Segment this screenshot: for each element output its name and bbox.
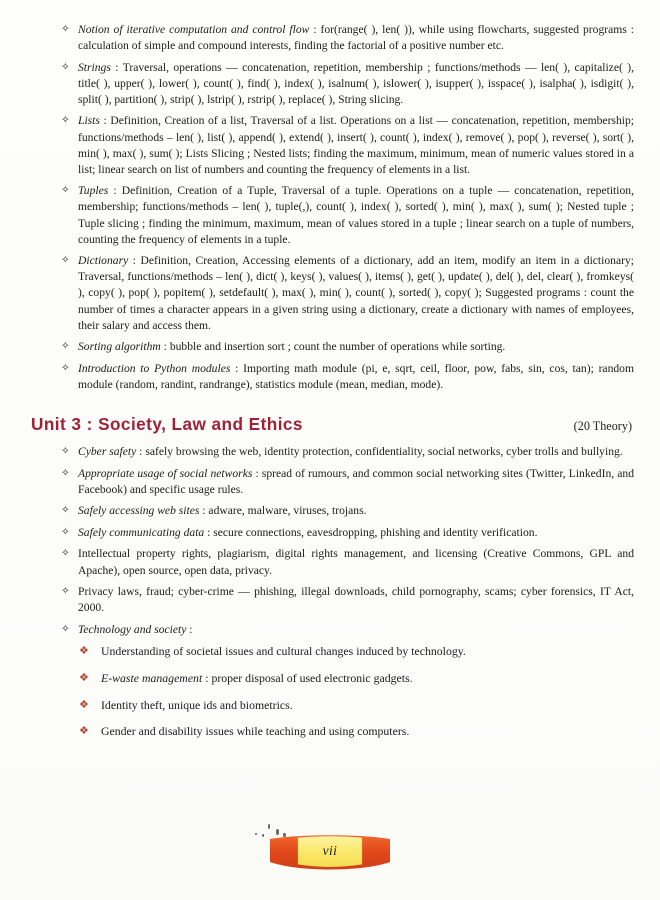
topic-term: Sorting algorithm	[78, 340, 161, 354]
topic-term: Lists	[78, 114, 100, 128]
list-item	[0, 113, 646, 177]
topic-body: Definition, Creation of a list, Traversal of a list. Operations on a list — concatenation, repetition, membership; functions/methods – len( ), list( ), append( ), extend( ), insert( ), count( ), index( ), remove( ), pop( ), reverse( ), sort( ), min( ), max( ), sum( ); Lists Slicing ; Nested lists; finding the maximum, minimum, mean of numeric values stored in a list; linear search on list of numbers and counting the frequency of elements in a list.	[78, 114, 634, 176]
topic-body: Intellectual property rights, plagiarism, digital rights management, and licensing (Creative Commons, GPL and Apache), open source, open data, privacy.	[78, 547, 634, 577]
topic-body: spread of rumours, and common social networking sites (Twitter, LinkedIn, and Facebook) and specific usage rules.	[78, 466, 634, 496]
list-item	[0, 60, 646, 108]
diamond-bullet-icon: ✧	[61, 255, 70, 267]
topic-body: Privacy laws, fraud; cyber-crime — phishing, illegal downloads, child pornography, scams; cyber forensics, IT Act, 2000.	[78, 585, 634, 615]
topic-term: Appropriate usage of social networks	[78, 466, 253, 480]
list-item	[0, 584, 646, 616]
diamond-bullet-icon: ✧	[61, 341, 70, 353]
topic-term: Technology and society	[78, 622, 187, 636]
list-item	[78, 644, 634, 660]
unit3-heading-row	[0, 414, 646, 435]
topic-term: Notion of iterative computation and control flow	[78, 23, 310, 36]
list-item	[0, 466, 646, 498]
subtopic-body: Identity theft, unique ids and biometrics.	[101, 697, 293, 712]
topic-separator: :	[199, 504, 209, 518]
topic-separator: :	[160, 340, 170, 354]
diamond-bullet-icon: ✧	[61, 185, 70, 197]
page-number-banner	[268, 834, 392, 872]
unit3-topic-list	[0, 444, 646, 740]
topic-body: bubble and insertion sort ; count the number of operations while sorting.	[169, 340, 506, 354]
topic-body: Definition, Creation, Accessing elements of a dictionary, add an item, modify an item in a dictionary; Traversal, functions/methods – len( ), dict( ), keys( ), values( ), items( ), get( ), update( ), del( ), del, clear( ), fromkeys( ), copy( ), pop( ), popitem( ), setdefault( ), max( ), min( ), count( ), sorted( ), copy( ); Suggested programs : count the number of times a character appears in a given string using a dictionary, create a dictionary with names of employees, their salary and access them.	[78, 254, 634, 332]
diamond-bullet-icon: ✧	[61, 61, 70, 73]
topic-body: adware, malware, viruses, trojans.	[208, 504, 367, 518]
topic-body: Traversal, operations — concatenation, repetition, membership ; functions/methods — len( ), capitalize( ), title( ), upper( ), lower( ), count( ), find( ), index( ), isalnum( ), islower( ), isupper( ), isspace( ), isalpha( ), isdigit( ), split( ), partition( ), strip( ), lstrip( ), rstrip( ), replace( ), String slicing.	[78, 60, 634, 106]
list-item	[78, 671, 634, 687]
diamond-bullet-icon: ✧	[61, 505, 70, 517]
topic-body: Importing math module (pi, e, sqrt, ceil, floor, pow, fabs, sin, cos, tan); random module (random, randint, randrange), statistics module (mean, median, mode).	[78, 361, 634, 391]
topic-separator: :	[108, 184, 122, 198]
topic-term: Strings	[78, 60, 111, 74]
technology-and-society-sublist	[78, 644, 634, 740]
topic-body: Definition, Creation of a Tuple, Traversal of a tuple. Operations on a tuple — concatenation, repetition, membership; functions/methods – len( ), tuple(,), count( ), index( ), sorted( ), min( ), max( ), sum( ); Nested tuple ; Tuple slicing ; finding the minimum, maximum, mean of values stored in a tuple ; linear search on a tuple of numbers, counting the frequency of elements in a tuple.	[78, 184, 634, 246]
list-item	[0, 546, 646, 578]
list-item	[0, 22, 646, 54]
diamond-bullet-icon: ✧	[61, 548, 70, 560]
list-item	[78, 724, 634, 740]
subtopic-body: Gender and disability issues while teaching and using computers.	[101, 724, 410, 739]
scan-artifact	[268, 824, 270, 829]
diamond-bullet-icon: ✧	[61, 467, 70, 479]
diamond-bullet-icon: ✧	[61, 115, 70, 127]
list-item	[78, 698, 634, 714]
list-item	[0, 183, 646, 247]
topic-separator: :	[110, 60, 123, 74]
flower-bullet-icon: ❖	[79, 671, 89, 684]
subtopic-term: E-waste management	[101, 670, 203, 685]
diamond-bullet-icon: ✧	[61, 24, 70, 35]
diamond-bullet-icon: ✧	[61, 526, 70, 538]
topic-body: safely browsing the web, identity protection, confidentiality, social networks, cyber trolls and bullying.	[145, 444, 623, 458]
topic-separator: :	[204, 525, 214, 539]
unit2-topic-list	[0, 22, 646, 393]
diamond-bullet-icon: ✧	[61, 623, 70, 635]
topic-separator: :	[186, 622, 193, 636]
topic-separator: :	[99, 114, 111, 128]
flower-bullet-icon: ❖	[79, 725, 89, 738]
topic-term: Cyber safety	[78, 444, 137, 458]
unit3-marks: (20 Theory)	[573, 418, 632, 433]
page-content	[0, 22, 660, 751]
list-item	[0, 253, 646, 333]
topic-term: Tuples	[78, 184, 109, 198]
subtopic-separator: :	[202, 670, 212, 685]
list-item	[0, 525, 646, 541]
subtopic-body: Understanding of societal issues and cultural changes induced by technology.	[101, 643, 466, 658]
topic-body: for(range( ), len( )), while using flowcharts, suggested programs : calculation of simple and compound interests, finding the factorial of a positive number etc.	[78, 23, 634, 53]
topic-term: Introduction to Python modules	[78, 361, 231, 375]
topic-separator: :	[252, 466, 262, 480]
diamond-bullet-icon: ✧	[61, 362, 70, 374]
topic-separator: :	[309, 23, 321, 36]
diamond-bullet-icon: ✧	[61, 445, 70, 457]
page-number-banner-wrap	[0, 834, 660, 872]
topic-separator: :	[136, 444, 146, 458]
list-item	[0, 444, 646, 460]
page-title: Unit 3 : Society, Law and Ethics	[31, 413, 303, 434]
page-number: vii	[322, 843, 338, 858]
list-item	[0, 622, 646, 740]
flower-bullet-icon: ❖	[79, 644, 89, 657]
topic-term: Dictionary	[78, 254, 129, 268]
list-item	[0, 339, 646, 355]
list-item	[0, 503, 646, 519]
subtopic-body: proper disposal of used electronic gadgets.	[211, 670, 413, 685]
topic-body: secure connections, eavesdropping, phishing and identity verification.	[213, 525, 538, 539]
flower-bullet-icon: ❖	[79, 698, 89, 711]
topic-term: Safely accessing web sites	[78, 504, 200, 518]
topic-separator: :	[230, 361, 244, 375]
topic-separator: :	[128, 254, 141, 268]
list-item	[0, 361, 646, 393]
diamond-bullet-icon: ✧	[61, 586, 70, 598]
topic-term: Safely communicating data	[78, 525, 205, 539]
